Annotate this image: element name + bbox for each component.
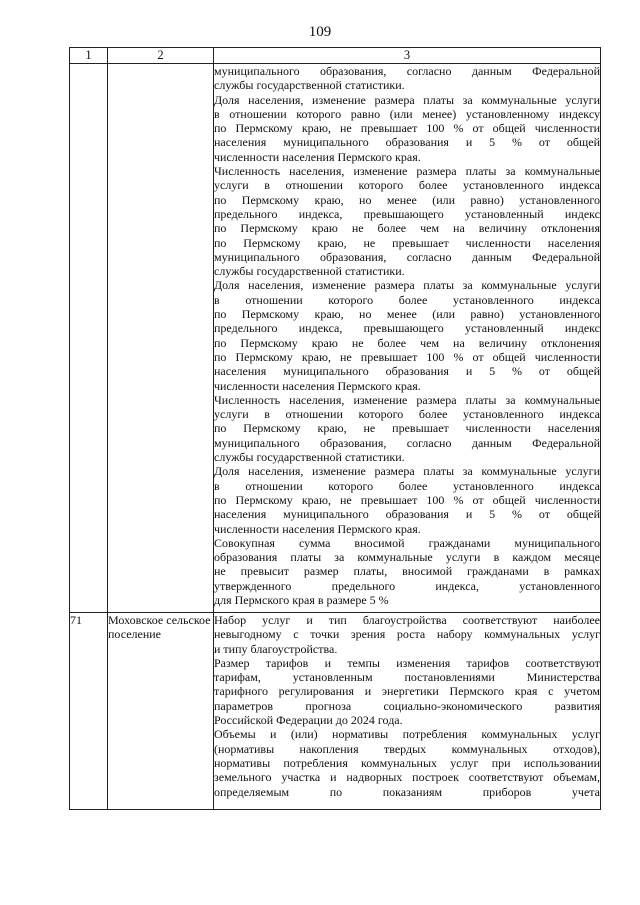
- table-row-71: [70, 613, 601, 810]
- text-line: численности населения Пермского края.: [214, 378, 421, 393]
- text-line: службы государственной статистики.: [214, 264, 405, 279]
- text-line: в отношении которого равно (или менее) установленному индексу: [214, 106, 600, 121]
- header-col-1: 1: [70, 48, 108, 64]
- text-line: тарифного регулирования и энергетики Пермского края с учетом: [214, 684, 600, 699]
- text-line: службы государственной статистики.: [214, 450, 405, 465]
- row-number: [70, 64, 108, 613]
- text-line: численности населения Пермского края.: [214, 149, 421, 164]
- text-line: Численность населения, изменение размера платы за коммунальные: [214, 392, 600, 407]
- text-line: утвержденного предельного индекса, установленного: [214, 578, 600, 593]
- table-header-row: [70, 48, 601, 64]
- text-line: в отношении которого более установленного индекса: [214, 478, 600, 493]
- text-line: муниципального образования, согласно данным Федеральной: [214, 64, 600, 78]
- text-line: (нормативы накопления твердых коммунальных отходов),: [214, 741, 600, 756]
- text-line: услуги в отношении которого более установленного индекса: [214, 407, 600, 422]
- text-line: по Пермскому краю, но менее (или равно) установленного: [214, 192, 600, 207]
- text-line: муниципального образования, согласно данным Федеральной: [214, 249, 600, 264]
- row-number: 71: [70, 613, 108, 810]
- text-line: не превысит размер платы, вносимой гражданами в рамках: [214, 564, 600, 579]
- text-line: предельного индекса, превышающего установленный индекс: [214, 206, 600, 221]
- text-line: в отношении которого более установленного индекса: [214, 292, 600, 307]
- text-line: Объемы и (или) нормативы потребления коммунальных услуг: [214, 727, 600, 742]
- text-line: параметров прогноза социально-экономического развития: [214, 698, 600, 713]
- text-line: по Пермскому краю, не превышает 100 % от общей численности: [214, 492, 600, 507]
- text-line: населения муниципального образования и 5 % от общей: [214, 364, 600, 379]
- text-line: по Пермскому краю не более чем на величину отклонения: [214, 221, 600, 236]
- text-line: земельного участка и надворных построек соответствуют объемам,: [214, 770, 600, 785]
- text-line: численности населения Пермского края.: [214, 521, 421, 536]
- text-line: Российской Федерации до 2024 года.: [214, 713, 403, 728]
- text-line: Доля населения, изменение размера платы за коммунальные услуги: [214, 92, 600, 107]
- text-line: по Пермскому краю, но менее (или равно) установленного: [214, 307, 600, 322]
- text-line: и типу благоустройства.: [214, 641, 338, 656]
- text-line: Размер тарифов и темпы изменения тарифов соответствуют: [214, 655, 600, 670]
- text-line: тарифам, установленным постановлениями Министерства: [214, 670, 600, 685]
- text-line: нормативы потребления коммунальных услуг при использовании: [214, 755, 600, 770]
- table-row-continuation: [70, 64, 601, 613]
- text-line: по Пермскому краю, не превышает численности населения: [214, 235, 600, 250]
- text-line: услуги в отношении которого более установленного индекса: [214, 178, 600, 193]
- text-line: населения муниципального образования и 5 % от общей: [214, 507, 600, 522]
- text-line: для Пермского края в размере 5 %: [214, 592, 389, 607]
- text-line: Совокупная сумма вносимой гражданами муниципального: [214, 535, 600, 550]
- text-line: Доля населения, изменение размера платы за коммунальные услуги: [214, 278, 600, 293]
- text-line: муниципального образования, согласно данным Федеральной: [214, 435, 600, 450]
- municipality-name: Моховское сельское поселение: [108, 613, 214, 810]
- text-line: населения муниципального образования и 5 % от общей: [214, 135, 600, 150]
- text-line: невыгодному с точки зрения роста набору коммунальных услуг: [214, 627, 600, 642]
- text-line: по Пермскому краю, не превышает 100 % от общей численности: [214, 349, 600, 364]
- conditions-text: [214, 613, 601, 810]
- conditions-text: [214, 64, 601, 613]
- text-line: предельного индекса, превышающего установленный индекс: [214, 321, 600, 336]
- header-col-3: 3: [214, 48, 601, 64]
- text-line: определяемым по показаниям приборов учета: [214, 784, 600, 799]
- tariff-table: [69, 47, 601, 810]
- text-line: Численность населения, изменение размера платы за коммунальные: [214, 164, 600, 179]
- page-number: 109: [308, 24, 332, 40]
- text-line: Доля населения, изменение размера платы за коммунальные услуги: [214, 464, 600, 479]
- text-line: образования платы за коммунальные услуги в каждом месяце: [214, 550, 600, 565]
- text-line: службы государственной статистики.: [214, 78, 405, 93]
- text-line: по Пермскому краю не более чем на величину отклонения: [214, 335, 600, 350]
- municipality-name: [108, 64, 214, 613]
- text-line: по Пермскому краю, не превышает численности населения: [214, 421, 600, 436]
- text-line: Набор услуг и тип благоустройства соответствуют наиболее: [214, 613, 600, 627]
- text-line: по Пермскому краю, не превышает 100 % от общей численности: [214, 121, 600, 136]
- header-col-2: 2: [108, 48, 214, 64]
